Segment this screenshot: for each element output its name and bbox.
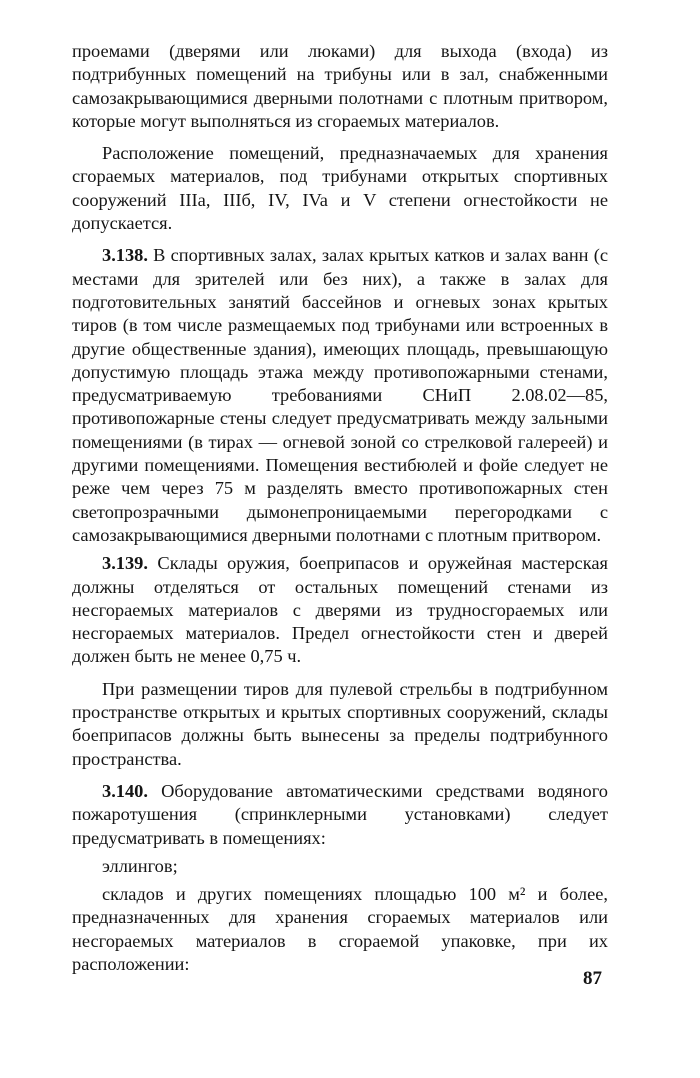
paragraph (72, 678, 608, 771)
paragraph-text: складов и других помещениях площадью 100 м² и более, предназначенных для хранения сгораемых материалов или несгораемых материалов в сгораемой упаковке, при их расположении: (72, 884, 608, 974)
clause-number: 3.138. (102, 245, 148, 266)
clause-number: 3.140. (102, 780, 148, 801)
clause-3-140 (72, 780, 608, 850)
paragraph-text: Расположение помещений, предназначаемых для хранения сгораемых материалов, под трибунами открытых спортивных сооружений IIIа, IIIб, IV, IVa и V степени огнестойкости не допускается. (72, 143, 608, 234)
paragraph-text: эллингов; (102, 855, 178, 876)
clause-3-139 (72, 552, 608, 668)
list-item (72, 883, 608, 976)
paragraph-text: При размещении тиров для пулевой стрельбы в подтрибунном пространстве открытых и крытых спортивных сооружений, склады боеприпасов должны быть вынесены за пределы подтрибунного пространства. (72, 678, 608, 769)
list-item (72, 855, 608, 878)
paragraph-text: проемами (дверями или люками) для выхода (входа) из подтрибунных помещений на трибуны или в зал, снабженными самозакрывающимися дверными полотнами с плотным притвором, которые могут выполняться из сгораемых материалов. (72, 41, 608, 131)
body-text (72, 40, 608, 985)
paragraph-text: В спортивных залах, залах крытых катков и залах ванн (с местами для зрителей или без них), а также в залах для подготовительных занятий бассейнов и огневых зонах крытых тиров (в том числе размещаемых под трибунами или встроенных в другие общественные здания), имеющих площадь, превышающую допустимую площадь этажа между противопожарными стенами, предусматриваемую требованиями СНиП 2.08.02—85, противопожарные стены следует предусматривать между зальными помещениями (в тирах — огневой зоной со стрелковой галереей) и другими помещениями. Помещения вестибюлей и фойе следует не реже чем через 75 м разделять вместо противопожарных стен светопрозрачными дымонепроницаемыми перегородками с самозакрывающимися дверными полотнами с плотным притвором. (72, 245, 608, 545)
paragraph-text: Оборудование автоматическими средствами водяного пожаротушения (спринклерными установками) следует предусматривать в помещениях: (72, 780, 608, 848)
clause-3-138 (72, 244, 608, 547)
page-number: 87 (583, 968, 602, 989)
clause-number: 3.139. (102, 553, 148, 574)
paragraph (72, 40, 608, 133)
paragraph (72, 142, 608, 235)
paragraph-text: Склады оружия, боеприпасов и оружейная мастерская должны отделяться от остальных помещений стенами из несгораемых материалов с дверями из трудносгораемых или несгораемых материалов. Предел огнестойкости стен и дверей должен быть не менее 0,75 ч. (72, 553, 608, 667)
